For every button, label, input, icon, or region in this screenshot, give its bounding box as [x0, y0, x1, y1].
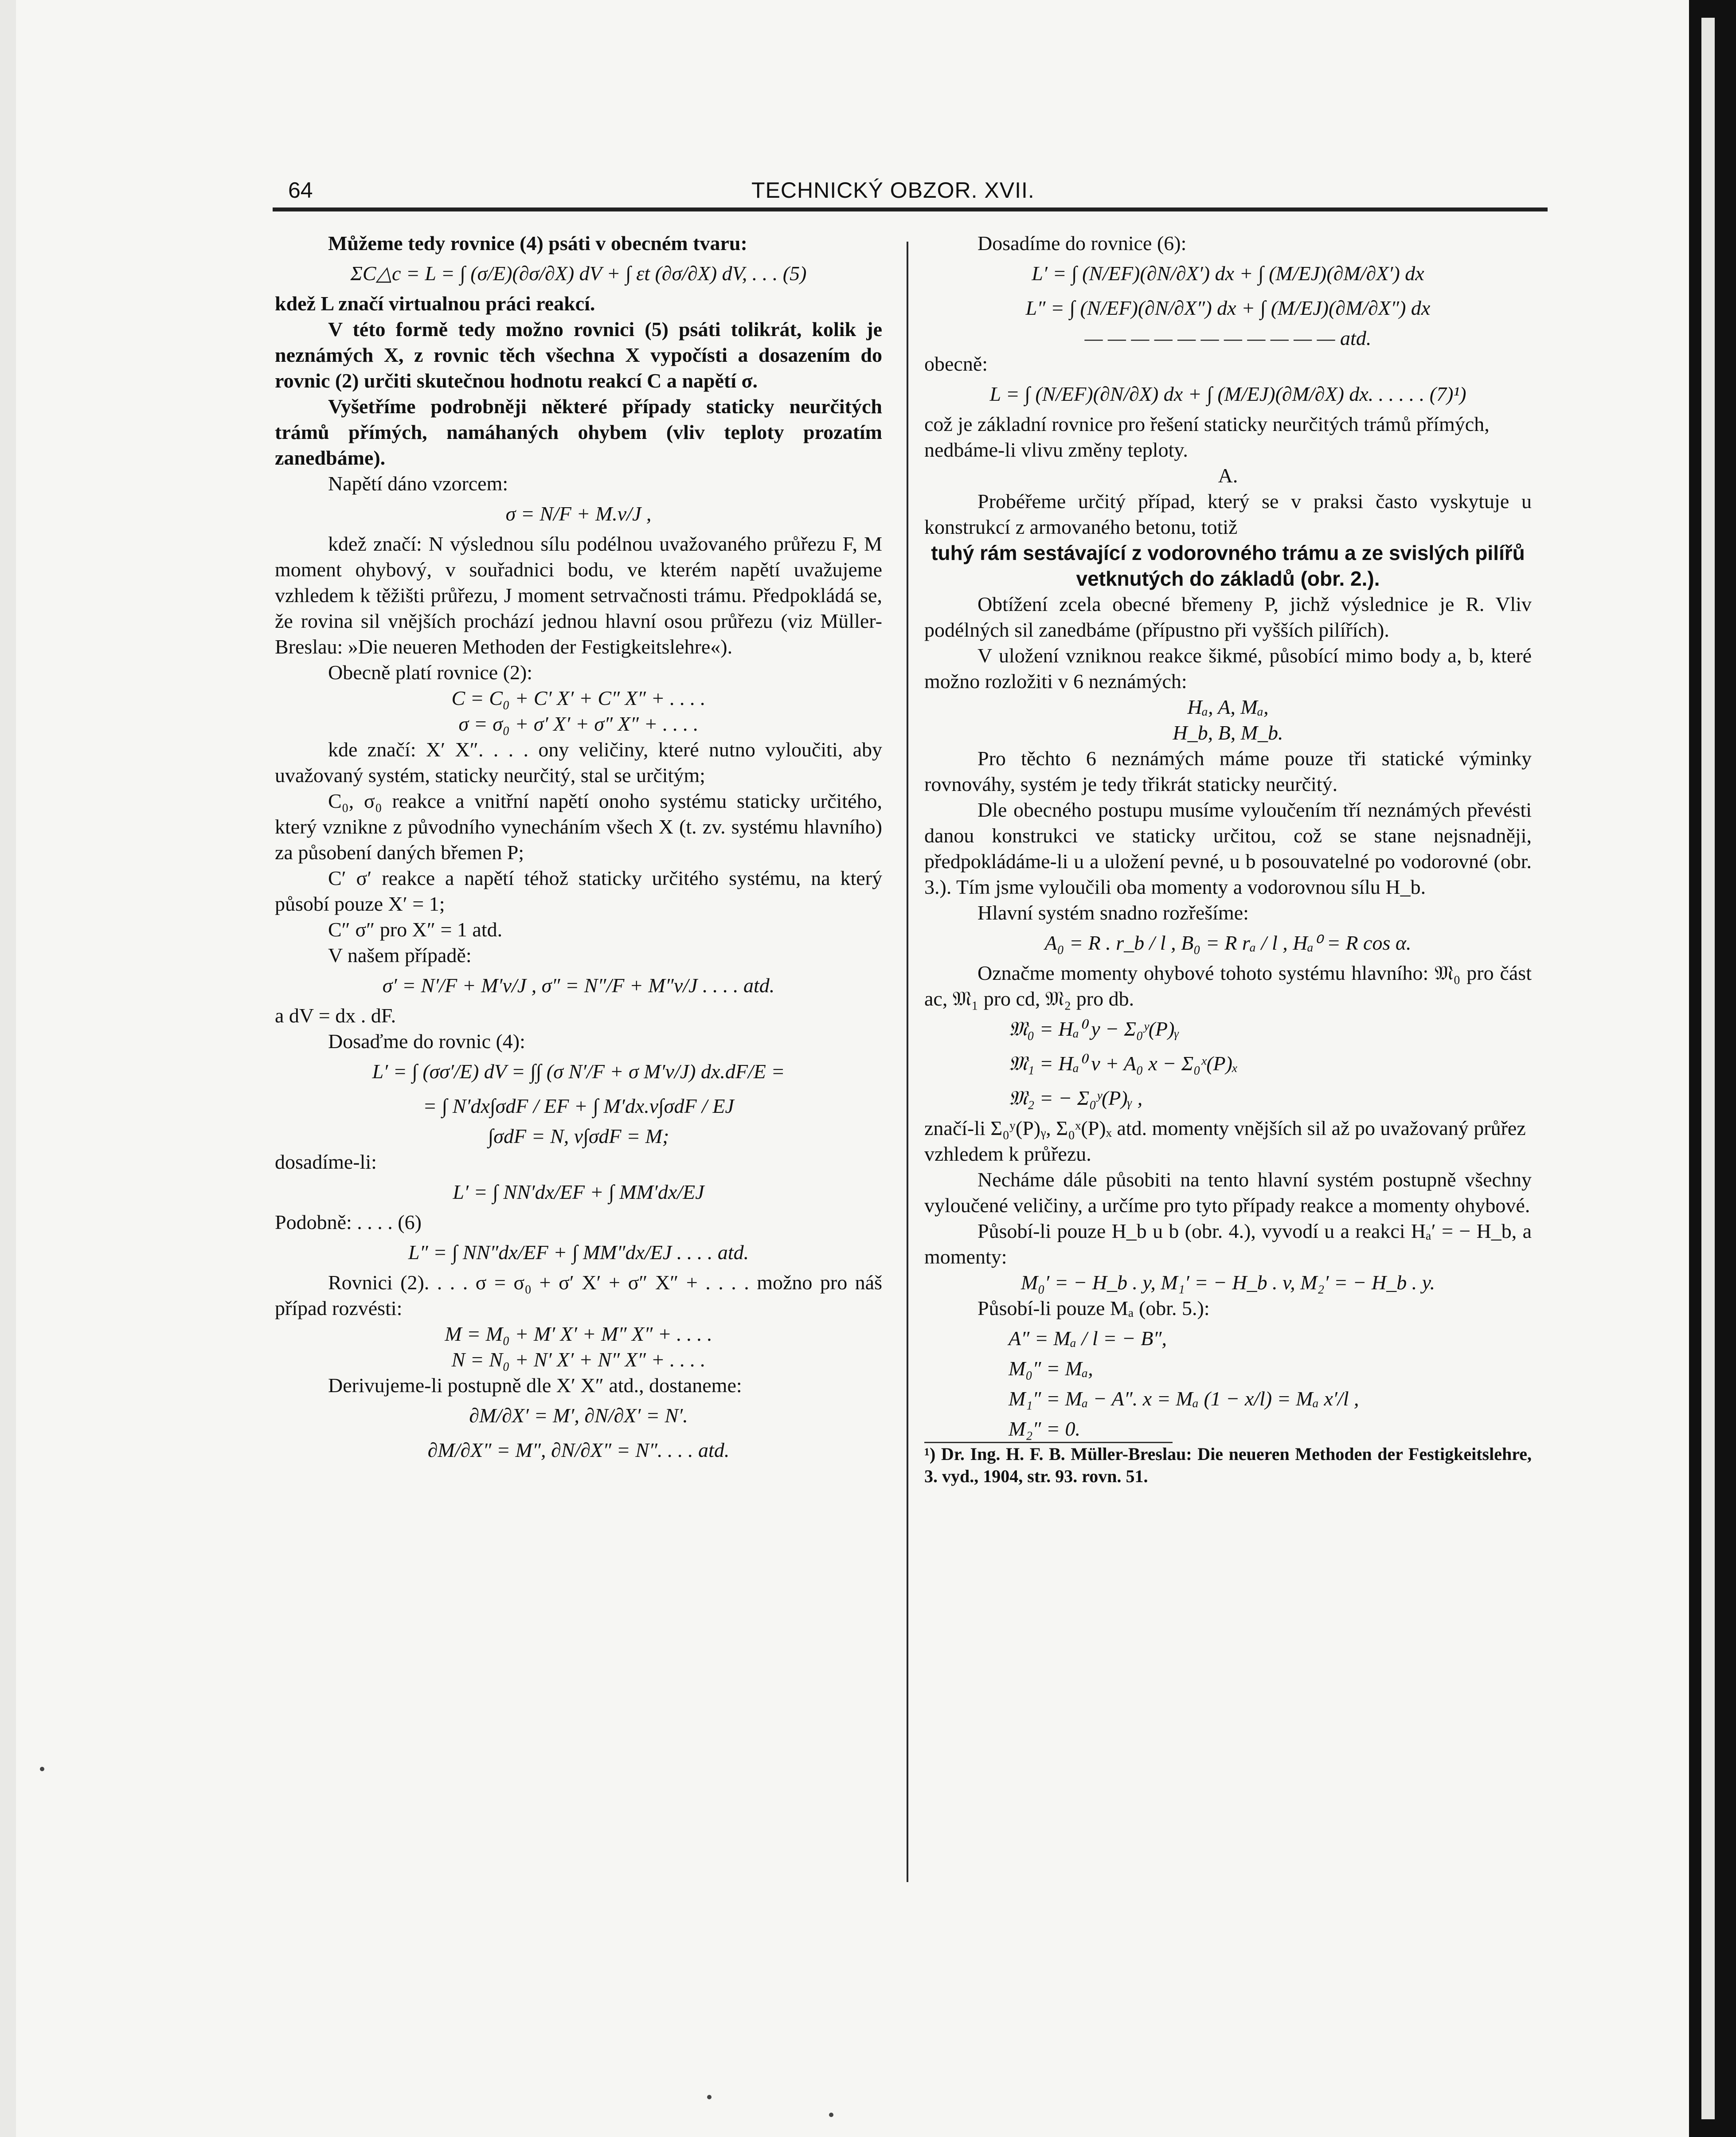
right-paragraph: Hlavní systém snadno rozřešíme: — [977, 901, 1249, 924]
left-paragraph: Podobně: . . . . (6) — [275, 1211, 422, 1233]
left-paragraph: Dosaďme do rovnic (4): — [328, 1030, 525, 1053]
left-equation: ΣC△c = L = ∫ (σ/E)(∂σ/∂X) dV + ∫ εt (∂σ/∂X) dV, . . . (5) — [350, 262, 807, 285]
left-paragraph: dosadíme-li: — [275, 1151, 377, 1173]
right-paragraph: Pro těchto 6 neznámých máme pouze tři statické výminky rovnováhy, systém je tedy třikrát staticky neurčitý. — [924, 747, 1532, 795]
right-paragraph: V uložení vzniknou reakce šikmé, působící mimo body a, b, které možno rozložiti v 6 neznámých: — [924, 644, 1532, 693]
left-paragraph: kdež L značí virtualnou práci reakcí. — [275, 292, 595, 315]
left-equation: ∂M/∂X″ = M″, ∂N/∂X″ = N″. . . . atd. — [427, 1439, 730, 1461]
left-equation: N = N₀ + N′ X′ + N″ X″ + . . . . — [451, 1348, 706, 1371]
right-paragraph: Necháme dále působiti na tento hlavní systém postupně všechny vyloučené veličiny, a určíme pro tyto případy reakce a momenty ohybové. — [924, 1168, 1532, 1217]
left-equation: ∫σdF = N, v∫σdF = M; — [488, 1125, 669, 1147]
right-paragraph: Působí-li pouze H_b u b (obr. 4.), vyvodí u a reakci Hₐ′ = − H_b, a momenty: — [924, 1220, 1532, 1268]
left-paragraph: kde značí: X′ X″. . . . ony veličiny, které nutno vyloučiti, aby uvažovaný systém, staticky neurčitý, stal se určitým; — [275, 738, 882, 787]
left-paragraph: Vyšetříme podrobněji některé případy staticky neurčitých trámů přímých, namáhaných ohybem (vliv teploty prozatím zanedbáme). — [275, 395, 882, 469]
right-equation: A″ = Mₐ / l = − B″, — [1009, 1327, 1167, 1350]
right-paragraph: což je základní rovnice pro řešení staticky neurčitých trámů přímých, nedbáme-li vlivu změny teploty. — [924, 413, 1490, 461]
left-paragraph: Napětí dáno vzorcem: — [328, 472, 508, 495]
page-header — [288, 177, 1543, 207]
right-equation: M₁″ = Mₐ − A″. x = Mₐ (1 − x/l) = Mₐ x′/l , — [1009, 1387, 1359, 1410]
left-equation: L′ = ∫ (σσ′/E) dV = ∫∫ (σ N′/F + σ M′v/J) dx.dF/E = — [372, 1060, 785, 1083]
left-paragraph: V našem případě: — [328, 944, 472, 967]
page-number: 64 — [288, 178, 313, 203]
left-paragraph: C₀, σ₀ reakce a vnitřní napětí onoho systému staticky určitého, který vznikne z původního vynecháním všech X (t. zv. systému hlavního) za působení daných břemen P; — [275, 790, 882, 864]
right-equation: L = ∫ (N/EF)(∂N/∂X) dx + ∫ (M/EJ)(∂M/∂X) dx. . . . . . (7)¹) — [989, 383, 1466, 405]
column-separator — [907, 242, 908, 1882]
right-equation: 𝔐₀ = Hₐ⁰ y − Σ₀ʸ(P)ᵧ — [1009, 1018, 1180, 1040]
left-equation: σ = N/F + M.v/J , — [505, 502, 652, 525]
left-equation: L″ = ∫ NN″dx/EF + ∫ MM″dx/EJ . . . . atd. — [408, 1241, 749, 1264]
left-paragraph: Můžeme tedy rovnice (4) psáti v obecném tvaru: — [328, 232, 747, 254]
left-fold-edge — [0, 0, 16, 2137]
left-paragraph: C″ σ″ pro X″ = 1 atd. — [328, 918, 503, 941]
left-paragraph: Obecně platí rovnice (2): — [328, 661, 533, 684]
left-paragraph: C′ σ′ reakce a napětí téhož staticky určitého systému, na který působí pouze X′ = 1; — [275, 867, 882, 915]
right-paragraph: Působí-li pouze Mₐ (obr. 5.): — [977, 1297, 1210, 1319]
right-paragraph: A. — [1218, 464, 1238, 487]
left-paragraph: a dV = dx . dF. — [275, 1004, 396, 1027]
right-column-body — [924, 231, 1532, 1442]
right-column — [924, 231, 1532, 1906]
right-equation: M₀′ = − H_b . y, M₁′ = − H_b . v, M₂′ = − H_b . y. — [1020, 1271, 1435, 1294]
right-equation: 𝔐₂ = − Σ₀ʸ(P)ᵧ , — [1009, 1087, 1143, 1109]
right-section-heading: tuhý rám sestávající z vodorovného trámu a ze svislých pilířů vetknutých do základů (obr. 2.). — [931, 541, 1525, 590]
right-paragraph: obecně: — [924, 352, 988, 375]
left-column — [275, 231, 882, 1906]
left-equation: ∂M/∂X′ = M′, ∂N/∂X′ = N′. — [469, 1404, 688, 1427]
right-paragraph: značí-li Σ₀ʸ(P)ᵧ, Σ₀ˣ(P)ₓ atd. momenty vnějších sil až po uvažovaný průřez vzhledem k průřezu. — [924, 1117, 1526, 1165]
right-equation: H_b, B, M_b. — [1173, 721, 1283, 744]
scan-speck — [40, 1767, 44, 1771]
right-equation: — — — — — — — — — — — atd. — [1084, 327, 1372, 349]
scan-speck — [829, 2113, 833, 2117]
right-equation: L″ = ∫ (N/EF)(∂N/∂X″) dx + ∫ (M/EJ)(∂M/∂X″) dx — [1025, 297, 1431, 319]
left-paragraph: Derivujeme-li postupně dle X′ X″ atd., dostaneme: — [328, 1374, 742, 1397]
left-equation: = ∫ N′dx∫σdF / EF + ∫ M′dx.v∫σdF / EJ — [423, 1095, 734, 1117]
scan-speck — [707, 2095, 712, 2099]
running-title: TECHNICKÝ OBZOR. XVII. — [751, 178, 1035, 203]
right-equation: A₀ = R . r_b / l , B₀ = R rₐ / l , Hₐ⁰ = R cos α. — [1044, 932, 1411, 954]
left-equation: M = M₀ + M′ X′ + M″ X″ + . . . . — [445, 1323, 712, 1345]
right-equation: M₀″ = Mₐ, — [1009, 1357, 1093, 1380]
right-paragraph: Dosadíme do rovnice (6): — [977, 232, 1187, 254]
right-paragraph: Probéřeme určitý případ, který se v praksi často vyskytuje u konstrukcí z armovaného betonu, totiž — [924, 490, 1532, 538]
right-equation: M₂″ = 0. — [1009, 1417, 1081, 1440]
right-paragraph: Dle obecného postupu musíme vyloučením tří neznámých převésti danou konstrukci ve staticky určitou, což se stane nejsnadněji, předpokládáme-li u a uložení pevné, u b posouvatelné po vodorovné (obr. 3.). Tím jsme vyloučili oba momenty a vodorovnou sílu H_b. — [924, 798, 1532, 898]
left-paragraph: V této formě tedy možno rovnici (5) psáti tolikrát, kolik je neznámých X, z rovnic těch všechna X vypočísti a dosazením do rovnic (2) určiti skutečnou hodnotu reakcí C a napětí σ. — [275, 318, 882, 392]
left-paragraph: Rovnici (2). . . . σ = σ₀ + σ′ X′ + σ″ X″ + . . . . možno pro náš případ rozvésti: — [275, 1271, 882, 1319]
left-equation: C = C₀ + C′ X′ + C″ X″ + . . . . — [451, 687, 706, 709]
footnote: ¹) Dr. Ing. H. F. B. Müller-Breslau: Die neueren Methoden der Festigkeitslehre, 3. vyd., 1904, str. 93. rovn. 51. — [924, 1444, 1532, 1486]
left-equation: σ′ = N′/F + M′v/J , σ″ = N″/F + M″v/J . . . . atd. — [382, 974, 775, 997]
right-equation: L′ = ∫ (N/EF)(∂N/∂X′) dx + ∫ (M/EJ)(∂M/∂X′) dx — [1032, 262, 1424, 285]
header-rule — [273, 207, 1548, 211]
left-equation: σ = σ₀ + σ′ X′ + σ″ X″ + . . . . — [458, 712, 699, 735]
left-equation: L′ = ∫ NN′dx/EF + ∫ MM′dx/EJ — [453, 1181, 704, 1203]
next-page-edge — [1701, 18, 1715, 2119]
right-equation: Hₐ, A, Mₐ, — [1187, 696, 1269, 718]
right-paragraph: Označme momenty ohybové tohoto systému hlavního: 𝔐₀ pro část ac, 𝔐₁ pro cd, 𝔐₂ pro db. — [924, 962, 1532, 1010]
right-paragraph: Obtížení zcela obecné břemeny P, jichž výslednice je R. Vliv podélných sil zanedbáme (přípustno při vyšších pilířích). — [924, 593, 1532, 641]
left-paragraph: kdež značí: N výslednou sílu podélnou uvažovaného průřezu F, M moment ohybový, v souřadnici bodu, ve kterém napětí uvažujeme vzhledem k těžišti průřezu, J moment setrvačnosti trámu. Předpokládá se, že rovina sil vnějších prochází jednou hlavní osou průřezu (viz Müller-Breslau: »Die neueren Methoden der Festigkeitslehre«). — [275, 532, 882, 658]
right-equation: 𝔐₁ = Hₐ⁰ v + A₀ x − Σ₀ˣ(P)ₓ — [1009, 1052, 1239, 1075]
